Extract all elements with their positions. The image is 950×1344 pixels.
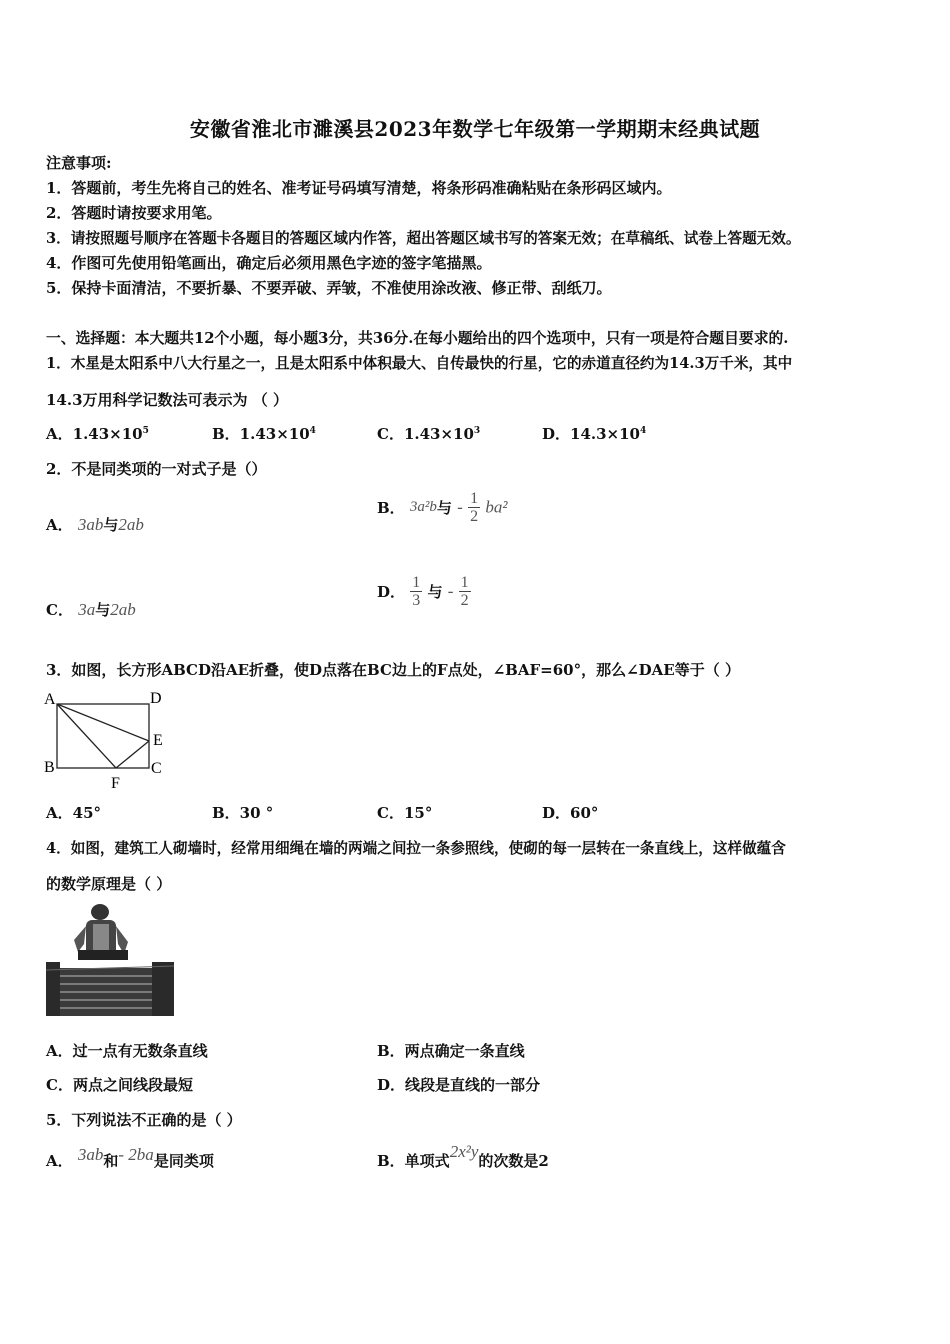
- q2-option-b: B． 3a²b与 - $\frac{1}{2}$ ba²: [377, 490, 508, 525]
- vertex-label: D: [150, 690, 162, 707]
- fraction: $\frac{1}{2}$: [470, 490, 479, 525]
- notice-item: 4．作图可先使用铅笔画出，确定后必须用黑色字迹的签字笔描黑。: [46, 254, 492, 272]
- q1-option-b: B．$1.43\times 10^4$: [212, 425, 316, 443]
- q4-option-b: B．两点确定一条直线: [377, 1042, 525, 1060]
- vertex-label: E: [153, 732, 163, 749]
- section-heading: 一、选择题：本大题共12个小题，每小题3分，共36分.在每小题给出的四个选项中，只有一项是符合题目要求的.: [46, 330, 789, 347]
- q2-option-d: D． $\frac{1}{3}$ 与 - $\frac{1}{2}$: [377, 574, 469, 609]
- q4-stem-line2: 的数学原理是（ ）: [46, 875, 172, 893]
- fraction: $\frac{1}{2}$: [460, 574, 469, 609]
- q2-option-a: A． 3ab与2ab: [46, 515, 144, 534]
- q5-option-b: B．单项式2x²y的次数是2: [377, 1142, 549, 1170]
- q3-option-c: C．15°: [377, 804, 433, 822]
- q4-option-d: D．线段是直线的一部分: [377, 1076, 541, 1094]
- q1-stem-line1: 1．木星是太阳系中八大行星之一，且是太阳系中体积最大、自传最快的行星，它的赤道直径约为14.3万千米，其中: [46, 355, 793, 372]
- q5-option-a: A． 3ab和- 2ba是同类项: [46, 1145, 214, 1170]
- notice-item: 1．答题前，考生先将自己的姓名、准考证号码填写清楚，将条形码准确粘贴在条形码区域内。: [46, 179, 672, 197]
- notice-item: 2．答题时请按要求用笔。: [46, 204, 222, 222]
- vertex-label: F: [111, 775, 120, 792]
- q2-option-c: C． 3a与2ab: [46, 600, 136, 619]
- notice-item: 3．请按照题号顺序在答题卡各题目的答题区域内作答，超出答题区域书写的答案无效；在草稿纸、试卷上答题无效。: [46, 230, 801, 247]
- vertex-label: B: [44, 759, 55, 776]
- q4-option-c: C．两点之间线段最短: [46, 1076, 193, 1094]
- q4-stem-line1: 4．如图，建筑工人砌墙时，经常用细绳在墙的两端之间拉一条参照线，使砌的每一层转在一条直线上，这样做蕴含: [46, 840, 786, 857]
- q1-stem-line2: 14.3万用科学记数法可表示为 （ ）: [46, 391, 288, 409]
- q5-stem: 5．下列说法不正确的是（ ）: [46, 1111, 242, 1129]
- q1-option-a: A．$1.43\times 10^5$: [46, 425, 149, 443]
- vertex-label: C: [151, 760, 162, 777]
- q3-option-a: A．45°: [46, 804, 102, 822]
- q1-option-c: C．$1.43\times 10^3$: [377, 425, 481, 443]
- q3-option-d: D．60°: [542, 804, 599, 822]
- notice-item: 5．保持卡面清洁，不要折暴、不要弄破、弄皱，不准使用涂改液、修正带、刮纸刀。: [46, 279, 612, 297]
- vertex-label: A: [44, 691, 56, 708]
- q3-stem: 3．如图，长方形ABCD沿AE折叠，使D点落在BC边上的F点处，∠BAF=60°，那么∠DAE等于（ ）: [46, 661, 740, 679]
- notice-heading: 注意事项:: [46, 154, 112, 172]
- rectangle-fold-figure: [40, 686, 170, 794]
- page-title: 安徽省淮北市濉溪县2023年数学七年级第一学期期末经典试题: [189, 117, 761, 141]
- q2-stem: 2．不是同类项的一对式子是（）: [46, 460, 267, 478]
- q3-option-b: B．30 °: [212, 804, 274, 822]
- q4-option-a: A．过一点有无数条直线: [46, 1042, 208, 1060]
- bricklayer-illustration: [44, 900, 176, 1022]
- fraction: $\frac{1}{3}$: [412, 574, 421, 609]
- q1-option-d: D．$14.3\times 10^4$: [542, 425, 647, 443]
